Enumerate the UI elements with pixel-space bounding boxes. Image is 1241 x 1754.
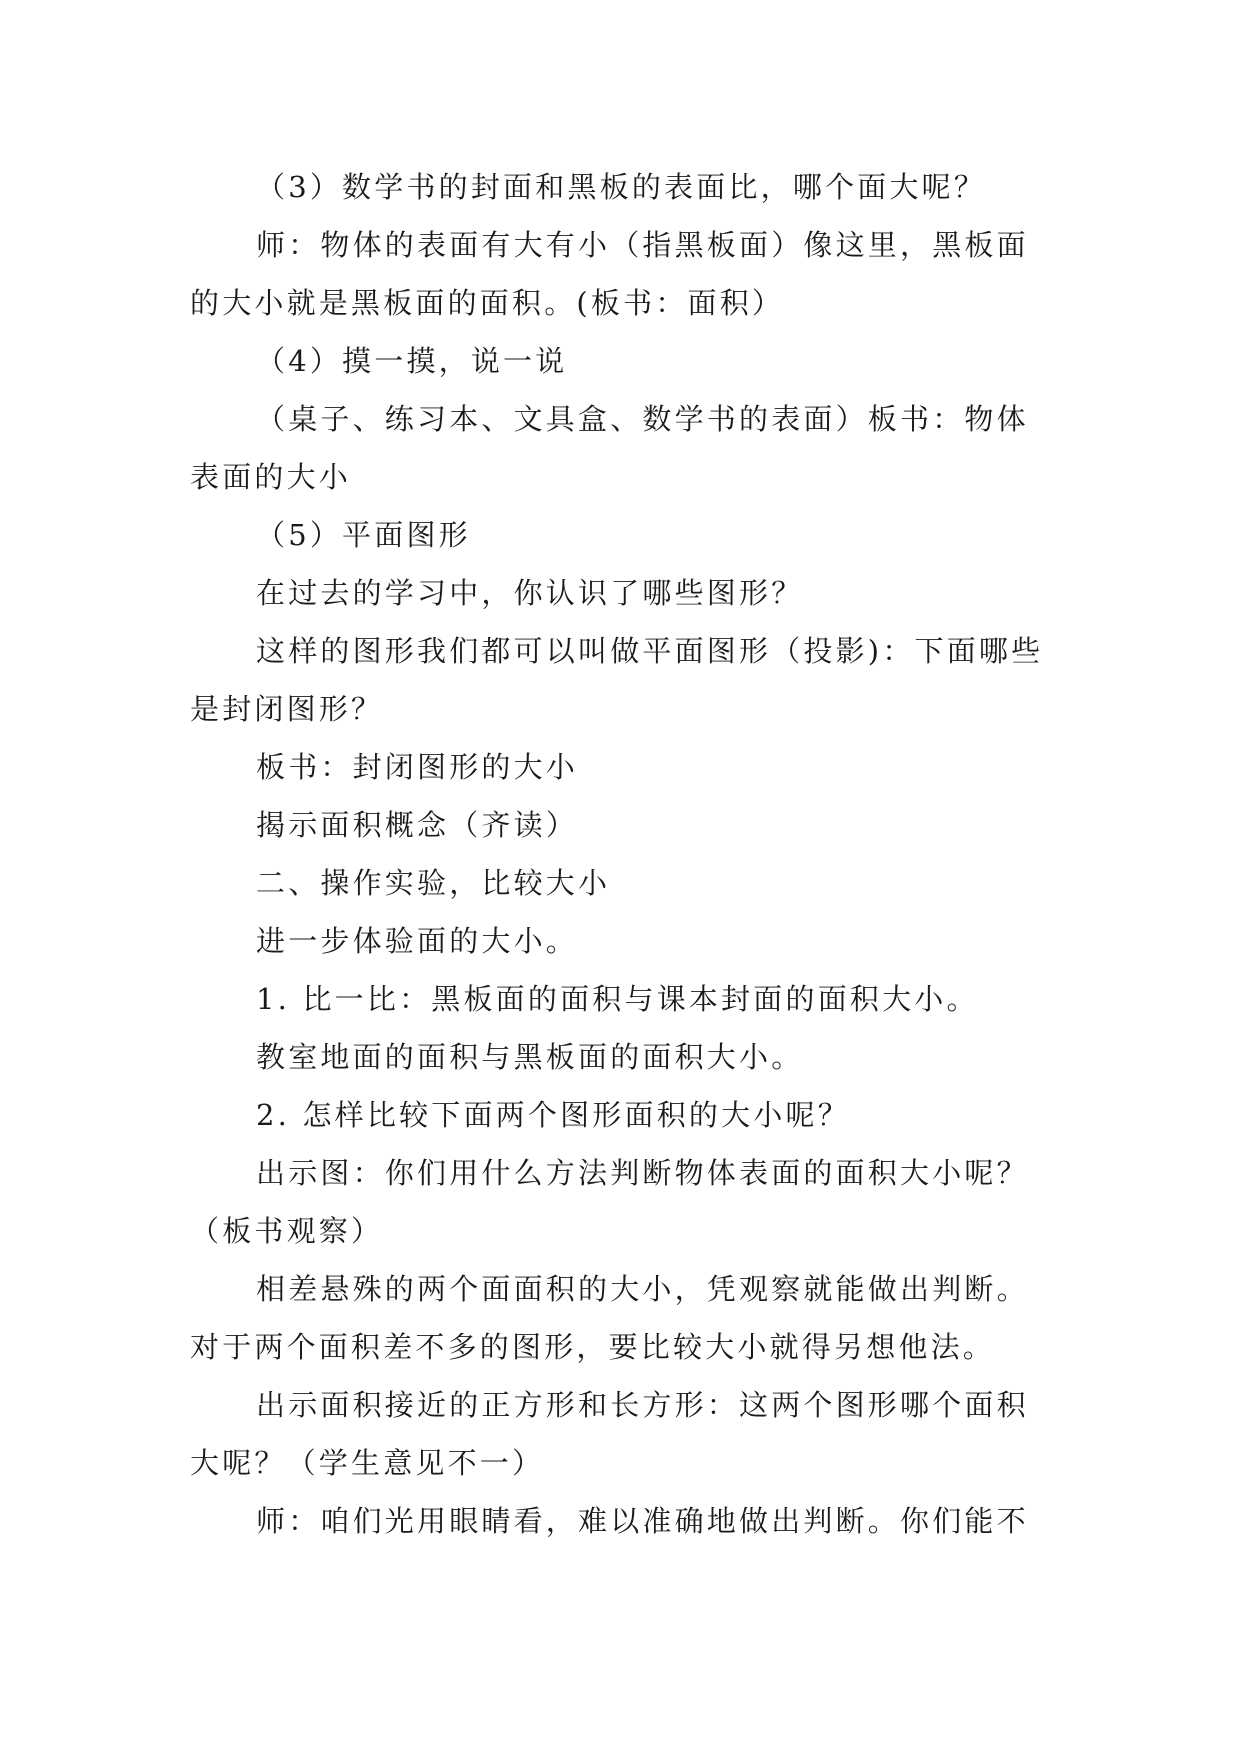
paragraph-observation: 相差悬殊的两个面面积的大小，凭观察就能做出判断。对于两个面积差不多的图形，要比较大小就得另想他法。 [190, 1272, 1029, 1364]
paragraph-object-surfaces: （桌子、练习本、文具盒、数学书的表面）板书：物体表面的大小 [190, 402, 1029, 494]
paragraph-item-4: （4）摸一摸，说一说 [256, 344, 568, 378]
paragraph-area-concept: 揭示面积概念（齐读） [256, 808, 579, 842]
paragraph-compare-2: 2. 怎样比较下面两个图形面积的大小呢？ [256, 1098, 850, 1132]
document-body [190, 158, 1060, 1550]
paragraph-classroom-floor: 教室地面的面积与黑板面的面积大小。 [256, 1040, 804, 1074]
paragraph-teacher-blackboard: 师：物体的表面有大有小（指黑板面）像这里，黑板面的大小就是黑板面的面积。(板书：面积） [190, 228, 1029, 320]
section-heading-experiment: 二、操作实验，比较大小 [256, 866, 611, 900]
paragraph-item-5: （5）平面图形 [256, 518, 471, 552]
paragraph-item-3: （3）数学书的封面和黑板的表面比，哪个面大呢？ [256, 170, 987, 204]
paragraph-board-closed-shapes: 板书：封闭图形的大小 [256, 750, 579, 784]
paragraph-experience-size: 进一步体验面的大小。 [256, 924, 579, 958]
paragraph-past-shapes: 在过去的学习中，你认识了哪些图形？ [256, 576, 804, 610]
paragraph-teacher-eyes: 师：咱们光用眼睛看，难以准确地做出判断。你们能不 [256, 1504, 1029, 1538]
paragraph-show-figure: 出示图：你们用什么方法判断物体表面的面积大小呢？（板书观察） [190, 1156, 1029, 1248]
paragraph-compare-1: 1. 比一比：黑板面的面积与课本封面的面积大小。 [256, 982, 979, 1016]
paragraph-plane-shapes: 这样的图形我们都可以叫做平面图形（投影)：下面哪些是封闭图形？ [190, 634, 1044, 726]
paragraph-square-rectangle: 出示面积接近的正方形和长方形：这两个图形哪个面积大呢？（学生意见不一） [190, 1388, 1029, 1480]
